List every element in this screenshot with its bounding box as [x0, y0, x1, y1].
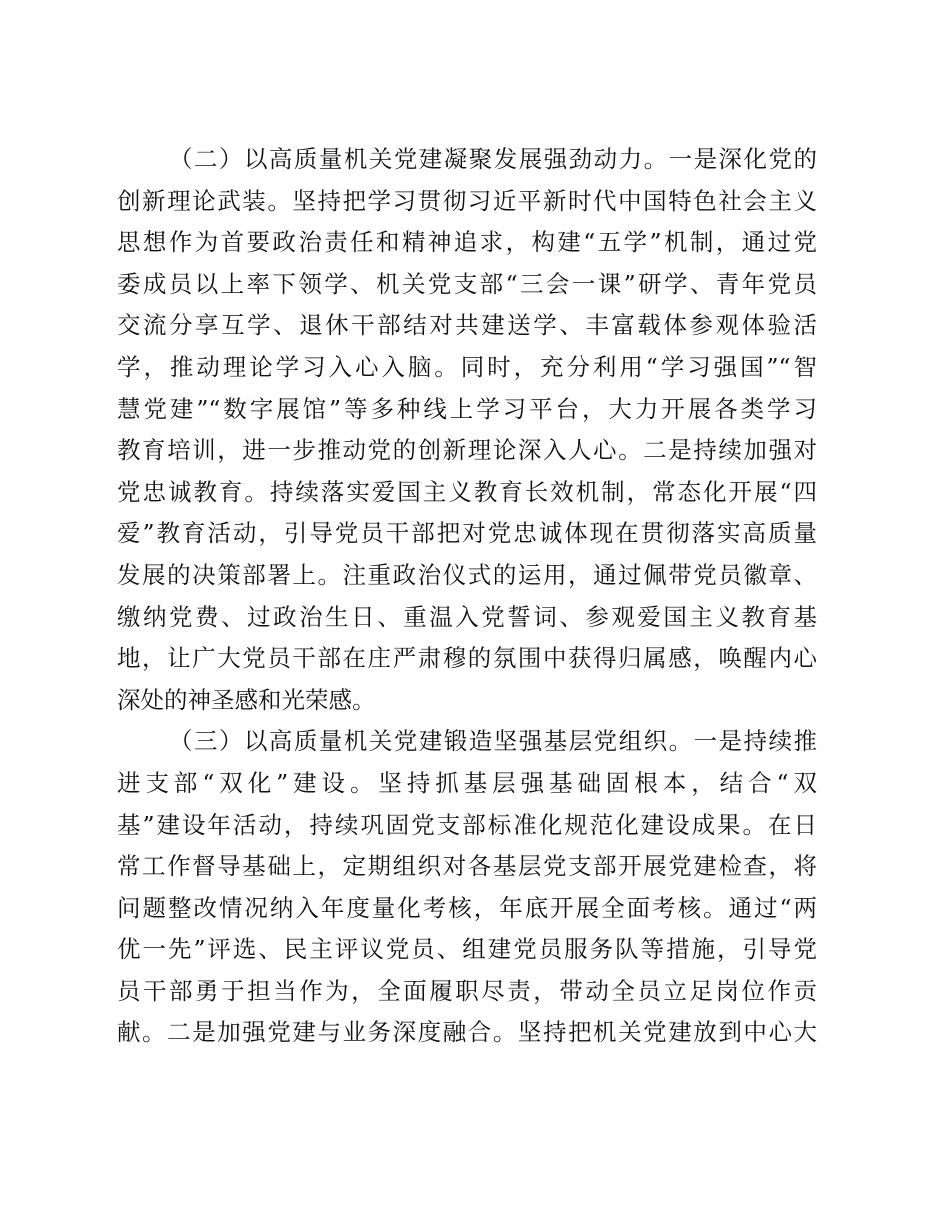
text-line: 发展的决策部署上。注重政治仪式的运用，通过佩带党员徽章、	[117, 560, 817, 589]
text-line: 党忠诚教育。持续落实爱国主义教育长效机制，常态化开展“四	[117, 477, 817, 506]
text-line: 常工作督导基础上，定期组织对各基层党支部开展党建检查，将	[117, 852, 817, 881]
text-line: 交流分享互学、退休干部结对共建送学、丰富载体参观体验活	[117, 311, 817, 340]
text-line: 教育培训，进一步推动党的创新理论深入人心。二是持续加强对	[117, 436, 817, 465]
text-line: 缴纳党费、过政治生日、重温入党誓词、参观爱国主义教育基	[117, 602, 817, 631]
text-line: 慧党建”“数字展馆”等多种线上学习平台，大力开展各类学习	[117, 394, 817, 423]
text-line: 基”建设年活动，持续巩固党支部标准化规范化建设成果。在日	[117, 810, 817, 839]
text-line: 优一先”评选、民主评议党员、组建党员服务队等措施，引导党	[117, 935, 817, 964]
text-line: 创新理论武装。坚持把学习贯彻习近平新时代中国特色社会主义	[117, 186, 817, 215]
text-line: 思想作为首要政治责任和精神追求，构建“五学”机制，通过党	[117, 228, 817, 257]
text-line: 员干部勇于担当作为，全面履职尽责，带动全员立足岗位作贡	[117, 976, 817, 1005]
text-line: 委成员以上率下领学、机关党支部“三会一课”研学、青年党员	[117, 269, 817, 298]
text-line: 地，让广大党员干部在庄严肃穆的氛围中获得归属感，唤醒内心	[117, 644, 817, 673]
body-text	[117, 139, 817, 1054]
text-line: （二）以高质量机关党建凝聚发展强劲动力。一是深化党的	[169, 145, 817, 173]
text-line: 学，推动理论学习入心入脑。同时，充分利用“学习强国”“智	[117, 352, 817, 381]
text-line: （三）以高质量机关党建锻造坚强基层党组织。一是持续推	[169, 727, 817, 756]
text-line: 进支部“双化”建设。坚持抓基层强基础固根本，结合“双	[117, 768, 817, 797]
text-line: 深处的神圣感和光荣感。	[117, 685, 376, 714]
text-line: 问题整改情况纳入年度量化考核，年底开展全面考核。通过“两	[117, 893, 817, 922]
text-line: 爱”教育活动，引导党员干部把对党忠诚体现在贯彻落实高质量	[117, 519, 817, 548]
text-line: 献。二是加强党建与业务深度融合。坚持把机关党建放到中心大	[117, 1018, 817, 1047]
